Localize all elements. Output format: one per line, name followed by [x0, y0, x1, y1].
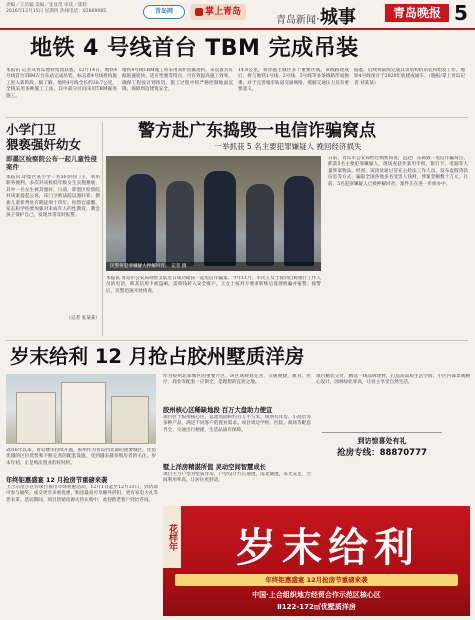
paper-logo — [385, 4, 449, 22]
story2-headline-2: 猥亵强奸幼女 — [6, 137, 82, 152]
story4-intro: 2016年以来，青岛楼市持续升温，胶州作为青岛西北部的重要城区，凭借优越的区位优势和不断完善的配套设施，受到越来越多购房者的关注。岁末年初，正是购房置业的好时机。 — [6, 448, 156, 466]
section-big: 城事 — [319, 7, 356, 28]
story4-sub1-block — [6, 476, 158, 568]
building-3 — [111, 396, 149, 444]
story3-headline: 警方赴广东捣毁一电信诈骗窝点 — [138, 121, 376, 141]
col-divider — [102, 122, 103, 336]
photo-figure-3 — [204, 171, 236, 266]
ad-brand-text: 花样年 — [167, 523, 177, 551]
story4-col2 — [163, 374, 311, 504]
ad-slogan-text: 年终钜惠盛宴 12月抢房节重磅来袭 — [265, 576, 368, 584]
header — [0, 0, 475, 30]
story3-body-bottom: 本报讯 青岛市公安局刑警支队近日成功破获一起电信诈骗案。今年11月，市民王女士接到自称银行工作人员的电话，称其信用卡被盗刷，需将钱转入安全账户，王女士按对方要求转账后发现被骗并报警。接警后，民警迅速开展侦查。 — [106, 276, 321, 294]
paper-logo-text: 青岛晚报 — [392, 6, 441, 20]
ad-slogan — [175, 574, 458, 586]
hotline-box — [322, 432, 442, 458]
logo-qingdao-net-label: 青岛网 — [154, 8, 173, 15]
photo-caption: 民警将犯罪嫌疑人押解回青。 记者 摄 — [106, 262, 321, 271]
story1-col3: 14.8公里，将穿越主城区多个重要区域。该线路建成后，将与地铁1号线、2号线、3号线等多条线路形成换乘，对于完善城市轨道交通网络、缓解交通压力具有重要意义。 — [238, 68, 349, 93]
logo-app-badge — [190, 4, 246, 20]
story4-col3 — [316, 374, 470, 504]
section-small: 青岛新闻 — [276, 15, 316, 26]
story4-sub3-body: 项目主力户型为墅质洋房，户型设计方正通透，南北通透，采光充足，空间利用率高，让居住更舒适。 — [163, 472, 311, 484]
police-photo — [106, 156, 321, 271]
story1-col4: 据悉，后续将陆续完成其余盾构机吊装和始发工作，地铁4号线预计于2020年底建成通车。（晚报/掌上青岛记者 刘某某） — [354, 68, 465, 86]
story2-byline: （记者 张某某） — [66, 316, 100, 321]
story1-headline: 地铁 4 号线首台 TBM 完成吊装 — [30, 36, 359, 61]
story4-sub3: 墅上洋房精湛所值 灵动空间智慧成长 — [163, 464, 266, 471]
ad-product: Ⅱ122-172㎡优墅质洋房 — [277, 603, 356, 611]
divider — [6, 340, 468, 341]
section-dot: · — [316, 12, 320, 26]
story4-col1 — [6, 374, 158, 474]
story2-subtitle: 即墨区检察院公布一起儿童性侵案件 — [6, 155, 97, 171]
photo-figure-5 — [284, 176, 314, 266]
story3-subtitle: 一举抓获 5 名主要犯罪嫌疑人 挽回经济损失 — [214, 142, 362, 151]
story4-col3-body: 项目精装交付，精选一线品牌建材，打造高品质生活空间。小区内部景观精心设计，园林绿化率高，让业主享受自然生活。 — [316, 374, 470, 386]
header-date: 2016年12月15日 星期四 热线电话：82869085 — [6, 9, 107, 14]
story2 — [6, 122, 100, 340]
building-photo — [6, 374, 156, 444]
logo-qingdao-net — [143, 5, 185, 19]
story1-col1: 本报讯 记者从青岛地铁集团获悉，12月14日，地铁4号线首台TBM在台东站完成吊装，标志着4号线盾构施工进入新阶段。据了解，地铁4号线全长约30.7公里，全线采用多种施工工法，其中部分区间采用TBM掘进施工。 — [6, 68, 117, 99]
hotline-number: 抢房专线：88870777 — [337, 448, 427, 458]
story1-col2: 地铁4号线TBM施工将采用双护盾掘进机，该设备具有掘进速度快、适应性强等特点，可有效提高施工效率，确保工程按计划推进。施工过程中将严格控制地面沉降，保障周边建筑安全。 — [122, 68, 233, 93]
photo-figure-2 — [166, 181, 194, 266]
story4-sub1-body: 上合示范小区旁项目推出年终钜惠活动，12月1日起至12月31日，到访即可参与抽奖，成交更享多重优惠，购房最高可享额外折扣，更有家电大礼等您来拿。活动期间，项目热销房源火热认购中，欢迎新老客户到访咨询。 — [6, 485, 158, 503]
story4-col2-body: 作为胶州北部城区的重要片区，该区域规划完善，交通便捷，教育、医疗、商业等配套一应俱全，是理想的宜居之地。 — [163, 374, 311, 386]
building-2 — [61, 382, 106, 444]
photo-figure-1 — [126, 174, 156, 264]
app-icon — [195, 8, 203, 16]
story4-sub2-body: 项目位于胶州核心区，总建筑面积约百万平方米，规划有洋房、小高层等多种产品，满足不同客户的置业需求。项目周边学校、医院、商场等配套齐全，交通出行便捷，生活品质有保障。 — [163, 415, 311, 433]
divider — [6, 117, 468, 118]
ad-headline: 岁末给利 — [236, 524, 420, 571]
story3 — [106, 120, 470, 338]
ad-brand — [163, 506, 181, 568]
ad-banner — [163, 506, 470, 616]
section-title — [276, 3, 356, 28]
story4-sub1: 年终钜惠盛宴 12 月抢房节重磅来袭 — [6, 477, 108, 484]
story4-headline: 岁末给利 12 月抢占胶州墅质洋房 — [10, 345, 305, 368]
logo-app-label: 掌上青岛 — [204, 7, 241, 17]
page-number: 5 — [454, 1, 468, 25]
photo-figure-4 — [246, 184, 274, 266]
header-editors: 责编／王浩翰 美编／张显茂 审读／邵辉 — [6, 3, 88, 8]
hotline-label: 到访惊喜处有礼 — [357, 437, 407, 445]
story2-headline-1: 小学门卫 — [6, 122, 57, 137]
story2-body: 本报讯 即墨区某小学一名56岁的门卫，利用职务便利，多次对该校低年级女生实施猥亵，其中一名女生被其强奸。日前，即墨区检察院对该案提起公诉，该门卫被法院以强奸罪、猥亵儿童罪判处有期徒刑十四年。检察官提醒，家长和学校要加强对未成年人的性教育，教会孩子保护自己，发现异常及时报警。 — [6, 175, 100, 219]
story4-sub2: 胶州核心区稀缺地段 百万大盘助力便宜 — [163, 407, 273, 414]
building-1 — [16, 392, 56, 444]
header-credits — [6, 3, 156, 15]
story3-body-right: 日前，青岛市公安局经过缜密侦查，远赴广东捣毁一电信诈骗窝点，抓获5名主要犯罪嫌疑人，现场查获作案用手机、银行卡、电脑等大量涉案物品。经查，该团伙通过冒充公检法工作人员、发布虚假贷款信息等方式，骗取全国各地多名受害人钱财，涉案金额数十万元。目前，5名犯罪嫌疑人已被押解回青，案件正在进一步侦办中。 — [328, 156, 468, 187]
story1-columns — [6, 68, 468, 114]
ad-address: 中国·上合组织地方经贸合作示范区核心区 — [252, 591, 381, 599]
